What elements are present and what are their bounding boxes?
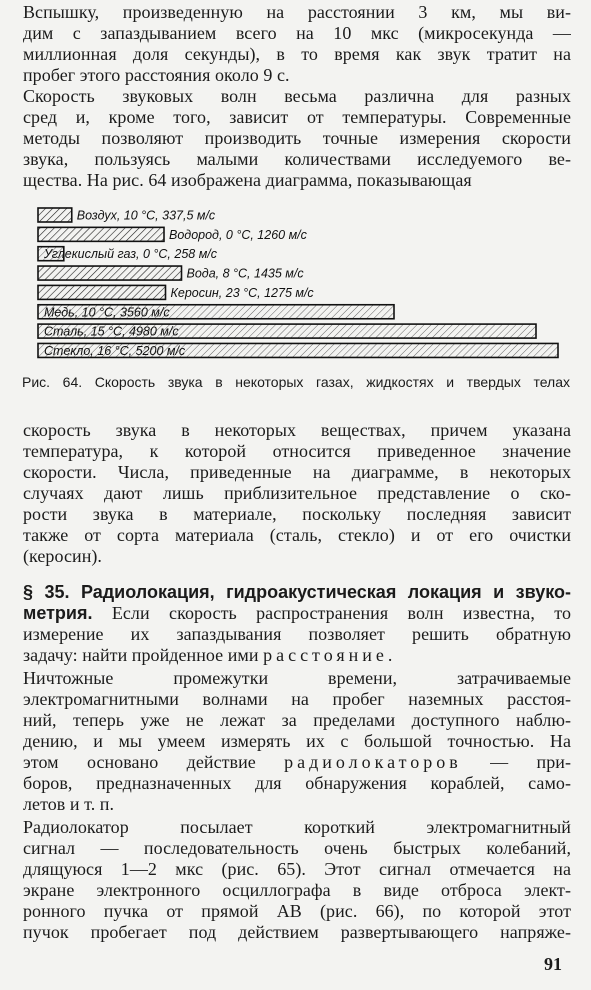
text-line: экране электронного осциллографа в виде отброса элект- bbox=[23, 880, 571, 900]
section-title-end: метрия. bbox=[23, 603, 93, 623]
text-line: (керосин). bbox=[23, 546, 102, 566]
text-line: боров, предназначенных для обнаружения кораблей, само- bbox=[23, 773, 571, 793]
text-line: ронного пучка от прямой AB (рис. 66), по которой этот bbox=[23, 901, 571, 921]
page-number: 91 bbox=[544, 954, 562, 974]
bar bbox=[38, 285, 166, 299]
figure-caption: Рис. 64. Скорость звука в некоторых газах, жидкостях и твердых телах bbox=[22, 374, 570, 390]
text-line: ний, теперь уже не лежат за пределами доступного наблю- bbox=[23, 710, 571, 730]
text-line: дим с запаздыванием всего на 10 мкс (микросекунда — bbox=[23, 23, 571, 43]
text-line: звука, пользуясь малыми количествами исследуемого ве- bbox=[23, 149, 571, 169]
text-line: летов и т. п. bbox=[23, 794, 115, 814]
text-line: щества. На рис. 64 изображена диаграмма, показывающая bbox=[23, 170, 472, 190]
text-line: скорости. Числа, приведенные на диаграмме, в некоторых bbox=[23, 462, 571, 482]
text-line: сред и, кроме того, зависит от температуры. Современные bbox=[23, 107, 571, 127]
text-fragment: задачу: найти пройденное ими bbox=[23, 645, 264, 665]
text-line: дению, и мы умеем измерять их с большой точностью. На bbox=[23, 731, 571, 751]
text-line: Вспышку, произведенную на расстоянии 3 км, мы ви- bbox=[23, 2, 571, 22]
text-line: температура, к которой относится приведенное значение bbox=[23, 441, 571, 461]
text-fragment: . bbox=[387, 645, 393, 665]
text-line: измерение их запаздывания позволяет решить обратную bbox=[23, 624, 571, 644]
text-line: случаях дают лишь приблизительное представление о ско- bbox=[23, 483, 571, 503]
emphasized-term: радиолокаторов bbox=[284, 752, 462, 772]
text-line: Скорость звуковых волн весьма различна для разных bbox=[23, 86, 571, 106]
bar-label: Стекло, 16 °С, 5200 м/с bbox=[44, 343, 186, 358]
emphasized-term: расстояние bbox=[263, 645, 388, 665]
text-line: Ничтожные промежутки времени, затрачиваемые bbox=[23, 668, 571, 688]
bar bbox=[38, 266, 182, 280]
text-line: миллионная доля секунды), в то время как звук тратит на bbox=[23, 44, 571, 64]
bar-label: Вода, 8 °С, 1435 м/с bbox=[186, 266, 304, 281]
text-line bbox=[23, 752, 571, 773]
text-line bbox=[23, 603, 571, 624]
bar bbox=[38, 227, 164, 241]
text-fragment: этом основано действие bbox=[23, 752, 285, 772]
paragraph-diagram-note bbox=[23, 420, 571, 567]
bar-label: Воздух, 10 °С, 337,5 м/с bbox=[76, 208, 216, 223]
text-line: Радиолокатор посылает короткий электромагнитный bbox=[23, 817, 571, 837]
bar-label: Водород, 0 °С, 1260 м/с bbox=[169, 227, 307, 242]
text-line bbox=[23, 645, 571, 666]
text-fragment: — при- bbox=[461, 752, 571, 772]
bar-label: Сталь, 15 °С, 4980 м/с bbox=[44, 324, 179, 339]
text-line: пучок пробегает под действием развертывающего напряже- bbox=[23, 922, 571, 942]
text-line: скорость звука в некоторых веществах, причем указана bbox=[23, 420, 571, 440]
text-line: методы позволяют производить точные измерения скорости bbox=[23, 128, 571, 148]
paragraph-sound-speed bbox=[23, 86, 571, 191]
text-fragment: Если скорость распространения волн известна, то bbox=[92, 603, 571, 623]
paragraph-radar-intro bbox=[23, 668, 571, 815]
section-heading bbox=[23, 582, 571, 603]
figure-64 bbox=[0, 204, 591, 400]
section-title: § 35. Радиолокация, гидроакустическая локация и звуко- bbox=[23, 582, 571, 602]
text-line: сигнал — последовательность очень быстрых колебаний, bbox=[23, 838, 571, 858]
section-35 bbox=[23, 582, 571, 666]
bar bbox=[38, 208, 72, 222]
bar-label: Керосин, 23 °С, 1275 м/с bbox=[170, 285, 314, 300]
bar-label: Медь, 10 °С, 3560 м/с bbox=[44, 305, 170, 320]
bar-label: Углекислый газ, 0 °С, 258 м/с bbox=[44, 247, 217, 262]
paragraph-flash-delay bbox=[23, 2, 571, 86]
text-line: также от сорта материала (сталь, стекло) и от его очистки bbox=[23, 525, 571, 545]
paragraph-radar-signal bbox=[23, 817, 571, 943]
text-line: электромагнитными волнами на пробег наземных расстоя- bbox=[23, 689, 571, 709]
text-line: пробег этого расстояния около 9 с. bbox=[23, 65, 290, 85]
sound-speed-bar-chart bbox=[0, 204, 591, 369]
text-line: длящуюся 1—2 мкс (рис. 65). Этот сигнал отмечается на bbox=[23, 859, 571, 879]
text-line: рости звука в материале, поскольку последняя зависит bbox=[23, 504, 571, 524]
